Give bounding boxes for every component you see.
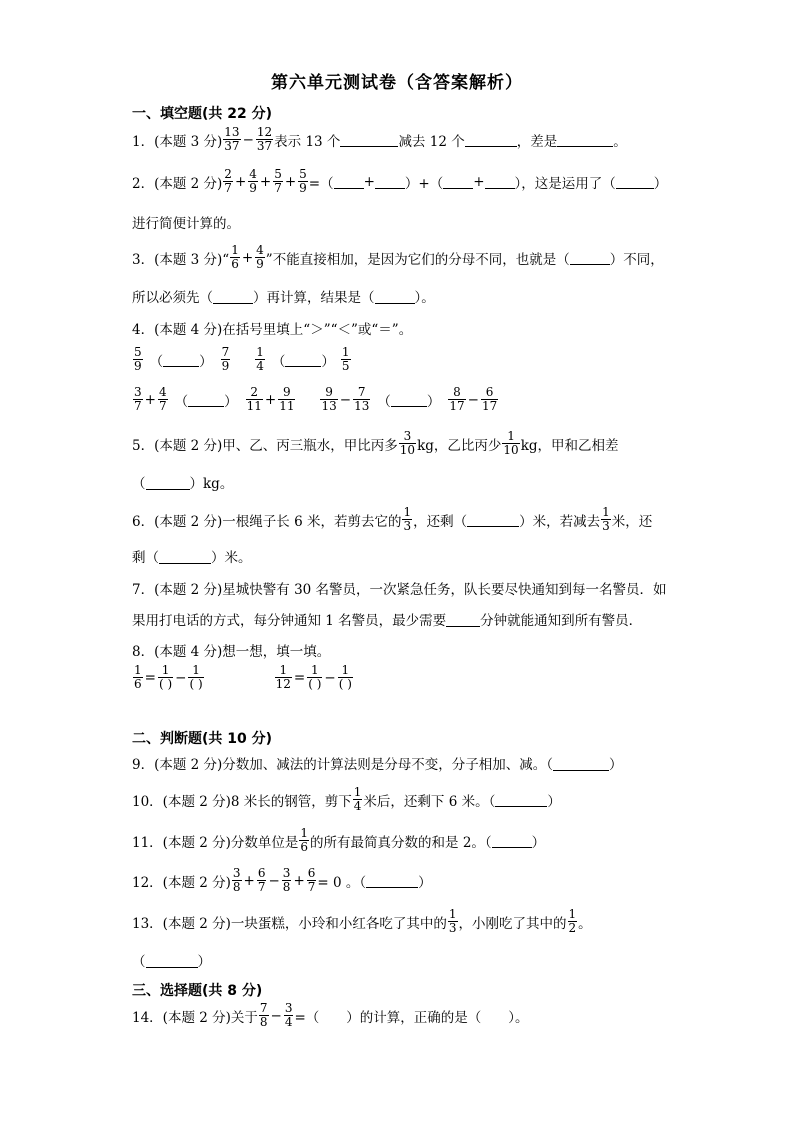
answer-blank[interactable] [188, 392, 224, 407]
question-5: 5．(本题 2 分)甲、乙、丙三瓶水，甲比丙多 $\frac{3}{10}$ kg，乙比丙少 $\frac{1}{10}$ kg，甲和乙相差 [132, 429, 619, 457]
answer-blank[interactable] [443, 174, 473, 189]
question-4: 4．(本题 4 分)在括号里填上“＞”“＜”或“＝”。 [132, 322, 413, 338]
section-heading-fill: 一、填空题(共 22 分) [132, 106, 273, 122]
section-heading-choice: 三、选择题(共 8 分) [132, 983, 263, 999]
question-7: 7．(本题 2 分)星城快警有 30 名警员，一次紧急任务，队长要尽快通知到每一名警员．如 [132, 582, 667, 598]
answer-blank[interactable]: ( ) [158, 677, 173, 691]
question-8-row: $\frac{1}{6}$ = $\frac{1}{( )}$ − $\frac{1}{( )}$ $\frac{1}{12}$ = $\frac{1}{( )}$ − $\frac{1}{( )}$ [134, 663, 352, 691]
question-1: 1．(本题 3 分) $\frac{13}{37}$ − $\frac{12}{37}$ 表示 13 个 减去 12 个 ，差是 。 [132, 125, 627, 153]
question-12: 12．(本题 2 分) $\frac{3}{8}$ + $\frac{6}{7}$ − $\frac{3}{8}$ + $\frac{6}{7}$ = 0 。（ ） [132, 866, 432, 894]
answer-blank[interactable] [334, 174, 364, 189]
question-11: 11．(本题 2 分)分数单位是 $\frac{1}{6}$ 的所有最简真分数的和是 2。（ ） [132, 826, 546, 854]
question-2: 2．(本题 2 分) $\frac{2}{7}$ + $\frac{4}{9}$ + $\frac{5}{7}$ + $\frac{5}{9}$ =（ + ）+（ + ），这是运用了（ ） [132, 167, 668, 195]
answer-blank[interactable] [467, 512, 519, 527]
question-2-cont: 进行简便计算的。 [132, 216, 240, 232]
question-13: 13．(本题 2 分)一块蛋糕，小玲和小红各吃了其中的 $\frac{1}{3}$ ，小刚吃了其中的 $\frac{1}{2}$ 。 [132, 907, 592, 935]
answer-blank[interactable] [446, 612, 480, 627]
answer-blank[interactable] [375, 289, 415, 304]
question-6: 6．(本题 2 分)一根绳子长 6 米，若剪去它的 $\frac{1}{3}$ ，还剩（ ）米，若减去 $\frac{1}{3}$ 米，还 [132, 505, 653, 533]
answer-blank[interactable] [159, 549, 211, 564]
answer-blank[interactable] [146, 475, 190, 490]
question-3-cont: 所以必须先（ ）再计算，结果是（ ）。 [132, 290, 435, 306]
answer-blank[interactable]: ( ) [189, 677, 203, 691]
page-title: 第六单元测试卷（含答案解析） [271, 73, 523, 93]
answer-blank[interactable]: ( ) [308, 677, 322, 691]
question-4-row-1: $\frac{5}{9}$ （ ） $\frac{7}{9}$ $\frac{1}{4}$ （ ） $\frac{1}{5}$ [134, 345, 350, 373]
answer-blank[interactable] [485, 174, 515, 189]
question-8: 8．(本题 4 分)想一想，填一填。 [132, 644, 331, 660]
question-14: 14．(本题 2 分)关于 $\frac{7}{8}$ − $\frac{3}{4}$ =（ ）的计算，正确的是（ ）。 [132, 1001, 529, 1029]
answer-blank[interactable] [465, 132, 517, 147]
answer-blank[interactable] [366, 873, 418, 888]
question-7-cont: 果用打电话的方式，每分钟通知 1 名警员，最少需要 分钟就能通知到所有警员． [132, 613, 643, 629]
answer-blank[interactable] [570, 250, 610, 265]
answer-blank[interactable] [616, 174, 654, 189]
answer-blank[interactable] [557, 132, 613, 147]
answer-blank[interactable] [340, 132, 398, 147]
question-13-cont: （ ） [132, 954, 211, 970]
answer-blank[interactable]: ( ) [338, 677, 352, 691]
question-4-row-2: $\frac{3}{7}$ + $\frac{4}{7}$ （ ） $\frac{2}{11}$ + $\frac{9}{11}$ $\frac{9}{13}$ − $\frac{7}{13}$ （ ） $\frac{8}{17}$ − $\frac{6}{17}$ [134, 385, 498, 413]
question-9: 9．(本题 2 分)分数加、减法的计算法则是分母不变，分子相加、减。（ ） [132, 757, 623, 773]
question-3: 3．(本题 3 分)“ $\frac{1}{6}$ + $\frac{4}{9}$ ”不能直接相加，是因为它们的分母不同，也就是（ ）不同， [132, 243, 664, 271]
section-heading-judge: 二、判断题(共 10 分) [132, 731, 273, 747]
answer-blank[interactable] [285, 352, 321, 367]
answer-blank[interactable] [495, 792, 547, 807]
fraction: $\frac{12}{37}$ [256, 125, 273, 153]
question-5-cont: （ ）kg。 [132, 476, 234, 492]
answer-blank[interactable] [492, 833, 532, 848]
answer-blank[interactable] [163, 352, 199, 367]
question-10: 10．(本题 2 分)8 米长的钢管，剪下 $\frac{1}{4}$ 米后，还剩下 6 米。（ ） [132, 785, 561, 813]
question-6-cont: 剩（ ）米。 [132, 550, 252, 566]
answer-blank[interactable] [391, 392, 427, 407]
answer-blank[interactable] [553, 756, 609, 771]
fraction: $\frac{13}{37}$ [224, 125, 240, 153]
answer-blank[interactable] [375, 174, 405, 189]
answer-blank[interactable] [146, 953, 198, 968]
answer-blank[interactable] [213, 289, 253, 304]
